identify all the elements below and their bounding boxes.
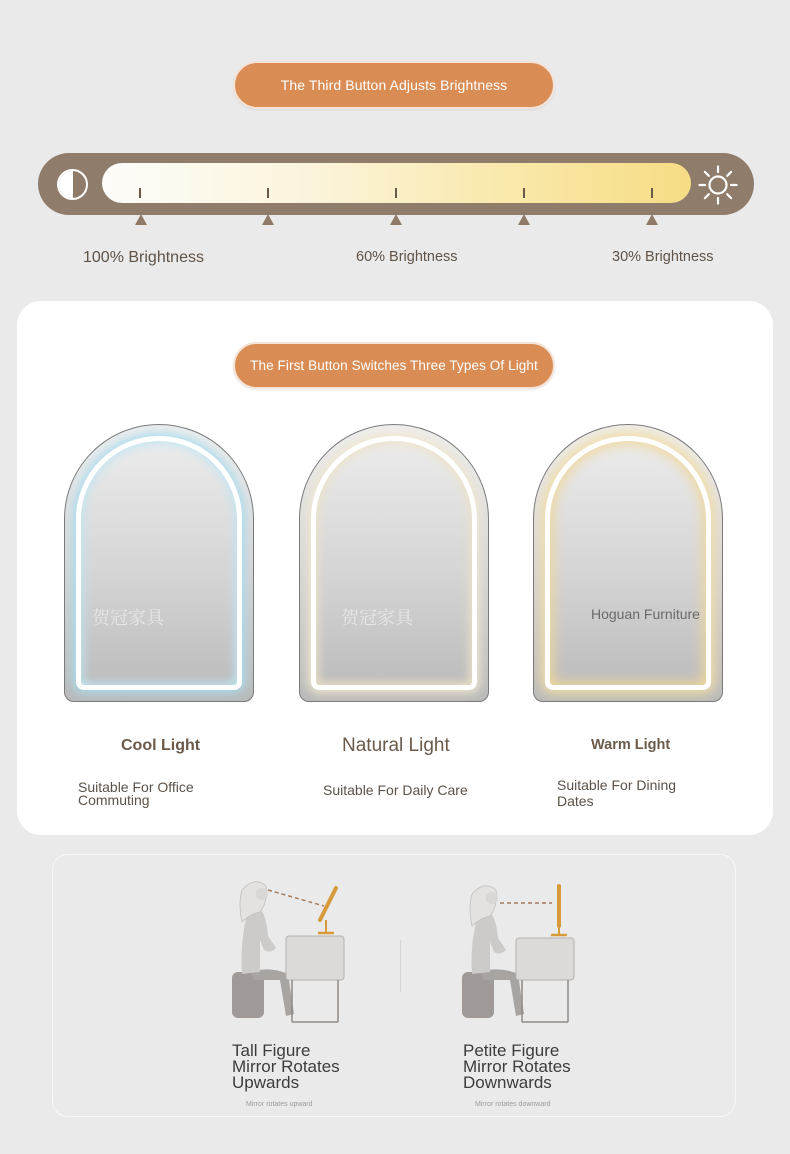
level-marker <box>646 214 658 225</box>
brightness-tick <box>651 188 653 198</box>
warm-light-title: Warm Light <box>591 737 671 753</box>
tall-figure-illustration <box>220 876 370 1028</box>
natural-light-desc: Suitable For Daily Care <box>323 782 468 798</box>
natural-light-mirror <box>299 424 489 702</box>
level-marker <box>518 214 530 225</box>
light-type-badge-label: The First Button Switches Three Types Of Light <box>250 358 538 373</box>
tall-figure-caption: Mirror rotates upward <box>246 1101 313 1108</box>
petite-figure-illustration <box>450 876 600 1028</box>
brightness-label-30: 30% Brightness <box>612 249 714 265</box>
brightness-tick <box>139 188 141 198</box>
brightness-tick <box>267 188 269 198</box>
petite-figure-text <box>463 1043 571 1091</box>
brightness-badge <box>233 61 555 109</box>
brightness-label-60: 60% Brightness <box>356 249 458 265</box>
level-marker <box>262 214 274 225</box>
tall-figure-line2: Mirror Rotates <box>232 1057 340 1076</box>
petite-figure-line3: Downwards <box>463 1073 552 1092</box>
natural-light-title: Natural Light <box>342 735 450 756</box>
figure-panel <box>52 854 736 1117</box>
watermark: 贺冠家具 <box>92 608 164 628</box>
tall-figure-line1: Tall Figure <box>232 1041 311 1060</box>
cool-light-desc: Suitable For Office Commuting <box>78 779 194 808</box>
cool-light-title: Cool Light <box>121 737 201 754</box>
watermark: Hoguan Furniture <box>591 606 700 622</box>
half-moon-icon <box>57 169 88 200</box>
brightness-badge-label: The Third Button Adjusts Brightness <box>280 77 508 93</box>
warm-light-mirror <box>533 424 723 702</box>
light-type-badge <box>233 342 555 389</box>
tall-figure-line3: Upwards <box>232 1073 300 1092</box>
level-marker <box>135 214 147 225</box>
brightness-tick <box>395 188 397 198</box>
sun-icon <box>697 164 739 206</box>
watermark: 贺冠家具 <box>341 608 413 628</box>
cool-light-mirror <box>64 424 254 702</box>
petite-figure-caption: Mirror rotates downward <box>475 1101 551 1108</box>
petite-figure-line1: Petite Figure <box>463 1041 560 1060</box>
warm-light-desc: Suitable For Dining Dates <box>557 777 677 809</box>
tall-figure-text <box>232 1043 340 1091</box>
brightness-tick <box>523 188 525 198</box>
divider <box>400 940 401 992</box>
brightness-label-100: 100% Brightness <box>83 249 204 266</box>
petite-figure-line2: Mirror Rotates <box>463 1057 571 1076</box>
level-marker <box>390 214 402 225</box>
